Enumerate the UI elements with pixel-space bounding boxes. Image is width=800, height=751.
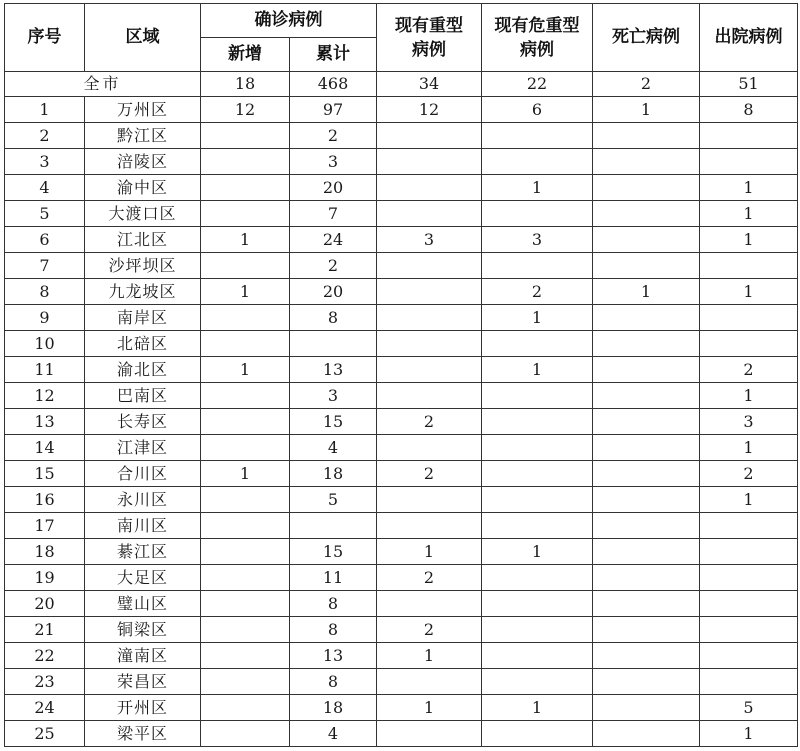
cell-seq: 10 <box>5 331 85 357</box>
table-row <box>5 669 798 695</box>
cell-severe <box>377 253 482 279</box>
cell-severe: 1 <box>377 695 482 721</box>
cell-area: 江北区 <box>85 227 201 253</box>
cell-deaths <box>593 669 700 695</box>
cell-new <box>201 123 290 149</box>
cell-severe <box>377 305 482 331</box>
cell-deaths <box>593 331 700 357</box>
cell-critical <box>482 149 593 175</box>
cell-severe <box>377 279 482 305</box>
cell-area: 大渡口区 <box>85 201 201 227</box>
total-severe: 34 <box>377 72 482 97</box>
cell-new <box>201 175 290 201</box>
cell-area: 梁平区 <box>85 721 201 747</box>
cell-seq: 19 <box>5 565 85 591</box>
header-severe-line2: 病例 <box>412 39 446 60</box>
cell-discharged <box>700 565 798 591</box>
cell-cumulative: 4 <box>290 721 377 747</box>
cell-severe <box>377 591 482 617</box>
cell-deaths <box>593 409 700 435</box>
table-row <box>5 149 798 175</box>
header-cumulative: 累计 <box>290 38 377 72</box>
cell-critical <box>482 643 593 669</box>
cell-severe <box>377 721 482 747</box>
cell-area: 开州区 <box>85 695 201 721</box>
table-row <box>5 123 798 149</box>
cell-area: 沙坪坝区 <box>85 253 201 279</box>
cell-deaths <box>593 227 700 253</box>
cell-new: 1 <box>201 461 290 487</box>
cell-seq: 4 <box>5 175 85 201</box>
cell-discharged: 1 <box>700 435 798 461</box>
cell-seq: 9 <box>5 305 85 331</box>
cell-cumulative: 8 <box>290 617 377 643</box>
header-critical-line1: 现有危重型 <box>494 15 580 36</box>
table-row <box>5 461 798 487</box>
cell-critical <box>482 591 593 617</box>
cell-severe: 2 <box>377 409 482 435</box>
cell-discharged <box>700 123 798 149</box>
cell-deaths <box>593 461 700 487</box>
table-header <box>5 4 798 72</box>
cell-deaths <box>593 149 700 175</box>
cell-seq: 14 <box>5 435 85 461</box>
cell-critical <box>482 409 593 435</box>
cell-cumulative: 8 <box>290 669 377 695</box>
cell-cumulative: 7 <box>290 201 377 227</box>
cell-seq: 2 <box>5 123 85 149</box>
cell-new <box>201 617 290 643</box>
cell-seq: 3 <box>5 149 85 175</box>
cell-cumulative: 18 <box>290 461 377 487</box>
cell-new: 1 <box>201 279 290 305</box>
header-critical-line2: 病例 <box>520 39 554 60</box>
cell-seq: 25 <box>5 721 85 747</box>
cell-critical: 1 <box>482 357 593 383</box>
cell-deaths <box>593 591 700 617</box>
cell-severe <box>377 175 482 201</box>
cell-cumulative: 18 <box>290 695 377 721</box>
cell-cumulative: 4 <box>290 435 377 461</box>
cell-seq: 13 <box>5 409 85 435</box>
cell-severe: 1 <box>377 539 482 565</box>
cell-new <box>201 305 290 331</box>
cell-area: 黔江区 <box>85 123 201 149</box>
cell-area: 璧山区 <box>85 591 201 617</box>
cell-cumulative: 97 <box>290 97 377 123</box>
cell-critical <box>482 565 593 591</box>
cell-discharged: 5 <box>700 695 798 721</box>
cell-seq: 11 <box>5 357 85 383</box>
table-row <box>5 331 798 357</box>
table-row <box>5 565 798 591</box>
cell-seq: 22 <box>5 643 85 669</box>
cell-severe <box>377 331 482 357</box>
cell-new <box>201 487 290 513</box>
cell-deaths <box>593 435 700 461</box>
cell-cumulative: 2 <box>290 123 377 149</box>
cell-severe: 3 <box>377 227 482 253</box>
cell-deaths <box>593 695 700 721</box>
header-deaths: 死亡病例 <box>593 4 700 72</box>
cell-seq: 1 <box>5 97 85 123</box>
cell-area: 巴南区 <box>85 383 201 409</box>
cell-new <box>201 643 290 669</box>
table-row <box>5 695 798 721</box>
header-severe <box>377 4 482 72</box>
cell-critical <box>482 123 593 149</box>
cell-discharged <box>700 669 798 695</box>
cell-discharged <box>700 617 798 643</box>
cell-critical <box>482 617 593 643</box>
cell-seq: 12 <box>5 383 85 409</box>
cell-seq: 17 <box>5 513 85 539</box>
cell-discharged <box>700 331 798 357</box>
cell-area: 北碚区 <box>85 331 201 357</box>
cell-severe: 2 <box>377 461 482 487</box>
cell-seq: 23 <box>5 669 85 695</box>
table-row-total <box>5 72 798 97</box>
cell-severe <box>377 513 482 539</box>
cell-discharged <box>700 539 798 565</box>
cell-seq: 16 <box>5 487 85 513</box>
table-body <box>5 72 798 747</box>
cell-deaths <box>593 305 700 331</box>
cell-deaths <box>593 643 700 669</box>
cell-cumulative: 20 <box>290 279 377 305</box>
cell-critical <box>482 201 593 227</box>
cell-discharged: 8 <box>700 97 798 123</box>
cell-discharged <box>700 305 798 331</box>
cell-critical <box>482 513 593 539</box>
total-critical: 22 <box>482 72 593 97</box>
cell-cumulative: 5 <box>290 487 377 513</box>
header-discharged: 出院病例 <box>700 4 798 72</box>
cell-deaths <box>593 357 700 383</box>
cell-deaths <box>593 513 700 539</box>
cell-area: 永川区 <box>85 487 201 513</box>
cell-area: 九龙坡区 <box>85 279 201 305</box>
cell-new <box>201 435 290 461</box>
cell-new <box>201 253 290 279</box>
cell-cumulative: 11 <box>290 565 377 591</box>
table-row <box>5 617 798 643</box>
table-row <box>5 539 798 565</box>
total-discharged: 51 <box>700 72 798 97</box>
cell-seq: 7 <box>5 253 85 279</box>
cell-discharged: 3 <box>700 409 798 435</box>
table-row <box>5 591 798 617</box>
cell-area: 渝北区 <box>85 357 201 383</box>
cell-discharged: 1 <box>700 175 798 201</box>
cell-area: 万州区 <box>85 97 201 123</box>
cell-deaths <box>593 123 700 149</box>
cell-critical: 6 <box>482 97 593 123</box>
cell-discharged <box>700 643 798 669</box>
cell-deaths: 1 <box>593 97 700 123</box>
cell-discharged: 1 <box>700 487 798 513</box>
cell-cumulative: 2 <box>290 253 377 279</box>
cell-critical: 1 <box>482 539 593 565</box>
table-row <box>5 253 798 279</box>
table-row <box>5 175 798 201</box>
table-row <box>5 721 798 747</box>
table-row <box>5 409 798 435</box>
cell-seq: 21 <box>5 617 85 643</box>
cell-cumulative: 15 <box>290 539 377 565</box>
cell-seq: 24 <box>5 695 85 721</box>
cell-cumulative: 24 <box>290 227 377 253</box>
cell-deaths: 1 <box>593 279 700 305</box>
cell-critical <box>482 435 593 461</box>
cell-deaths <box>593 617 700 643</box>
cell-seq: 8 <box>5 279 85 305</box>
cell-deaths <box>593 487 700 513</box>
cell-cumulative: 8 <box>290 591 377 617</box>
table-row <box>5 357 798 383</box>
cell-cumulative: 3 <box>290 383 377 409</box>
cell-new <box>201 201 290 227</box>
cell-discharged <box>700 149 798 175</box>
cell-critical <box>482 669 593 695</box>
cell-area: 潼南区 <box>85 643 201 669</box>
cell-area: 涪陵区 <box>85 149 201 175</box>
cell-new: 12 <box>201 97 290 123</box>
table-row <box>5 487 798 513</box>
cell-cumulative: 3 <box>290 149 377 175</box>
cell-deaths <box>593 721 700 747</box>
cell-seq: 5 <box>5 201 85 227</box>
cell-discharged <box>700 513 798 539</box>
cell-cumulative: 15 <box>290 409 377 435</box>
cell-new <box>201 669 290 695</box>
total-cumulative: 468 <box>290 72 377 97</box>
total-deaths: 2 <box>593 72 700 97</box>
cell-deaths <box>593 565 700 591</box>
cell-new <box>201 539 290 565</box>
cell-new <box>201 591 290 617</box>
cell-severe: 2 <box>377 565 482 591</box>
cell-new: 1 <box>201 227 290 253</box>
cell-new <box>201 513 290 539</box>
cell-discharged: 2 <box>700 461 798 487</box>
cell-critical <box>482 331 593 357</box>
cell-seq: 18 <box>5 539 85 565</box>
header-new: 新增 <box>201 38 290 72</box>
cell-cumulative: 8 <box>290 305 377 331</box>
cell-critical: 2 <box>482 279 593 305</box>
cell-critical <box>482 461 593 487</box>
table-row <box>5 227 798 253</box>
header-area: 区域 <box>85 4 201 72</box>
cell-area: 渝中区 <box>85 175 201 201</box>
cell-new <box>201 565 290 591</box>
cell-new <box>201 383 290 409</box>
cell-area: 长寿区 <box>85 409 201 435</box>
total-new: 18 <box>201 72 290 97</box>
cell-new <box>201 149 290 175</box>
cell-discharged <box>700 253 798 279</box>
cell-critical: 1 <box>482 175 593 201</box>
cell-area: 大足区 <box>85 565 201 591</box>
cell-severe: 12 <box>377 97 482 123</box>
cell-severe <box>377 357 482 383</box>
cell-new <box>201 695 290 721</box>
cell-severe <box>377 149 482 175</box>
table-row <box>5 435 798 461</box>
cell-critical: 3 <box>482 227 593 253</box>
cell-critical <box>482 383 593 409</box>
cell-deaths <box>593 539 700 565</box>
cell-severe <box>377 487 482 513</box>
cell-severe <box>377 669 482 695</box>
cell-severe <box>377 383 482 409</box>
header-critical <box>482 4 593 72</box>
header-confirmed: 确诊病例 <box>201 4 377 38</box>
cell-discharged: 1 <box>700 383 798 409</box>
cell-discharged: 1 <box>700 227 798 253</box>
cell-cumulative: 20 <box>290 175 377 201</box>
cell-seq: 6 <box>5 227 85 253</box>
cell-critical <box>482 721 593 747</box>
cell-critical: 1 <box>482 695 593 721</box>
cell-critical: 1 <box>482 305 593 331</box>
header-seq: 序号 <box>5 4 85 72</box>
table-row <box>5 97 798 123</box>
cell-discharged <box>700 591 798 617</box>
cell-cumulative <box>290 513 377 539</box>
cell-new <box>201 331 290 357</box>
table-row <box>5 383 798 409</box>
cell-severe <box>377 123 482 149</box>
cell-severe: 2 <box>377 617 482 643</box>
cell-severe: 1 <box>377 643 482 669</box>
cell-deaths <box>593 383 700 409</box>
cell-seq: 20 <box>5 591 85 617</box>
cell-discharged: 1 <box>700 279 798 305</box>
cell-critical <box>482 253 593 279</box>
cell-discharged: 1 <box>700 201 798 227</box>
cell-area: 铜梁区 <box>85 617 201 643</box>
table-row <box>5 643 798 669</box>
header-severe-line1: 现有重型 <box>395 15 463 36</box>
header-row-top <box>5 4 798 38</box>
cell-area: 荣昌区 <box>85 669 201 695</box>
cell-severe <box>377 435 482 461</box>
cell-severe <box>377 201 482 227</box>
cell-area: 南岸区 <box>85 305 201 331</box>
cell-seq: 15 <box>5 461 85 487</box>
cell-cumulative <box>290 331 377 357</box>
cell-cumulative: 13 <box>290 357 377 383</box>
cell-area: 南川区 <box>85 513 201 539</box>
cell-critical <box>482 487 593 513</box>
cell-discharged: 2 <box>700 357 798 383</box>
table-row <box>5 513 798 539</box>
cell-cumulative: 13 <box>290 643 377 669</box>
table-row <box>5 201 798 227</box>
cell-deaths <box>593 201 700 227</box>
cell-new: 1 <box>201 357 290 383</box>
cell-new <box>201 721 290 747</box>
cell-discharged: 1 <box>700 721 798 747</box>
cell-deaths <box>593 253 700 279</box>
cell-area: 合川区 <box>85 461 201 487</box>
cell-area: 江津区 <box>85 435 201 461</box>
table-row <box>5 305 798 331</box>
table-row <box>5 279 798 305</box>
cell-deaths <box>593 175 700 201</box>
total-label: 全市 <box>5 72 201 97</box>
case-statistics-table <box>4 3 798 747</box>
cell-area: 綦江区 <box>85 539 201 565</box>
cell-new <box>201 409 290 435</box>
